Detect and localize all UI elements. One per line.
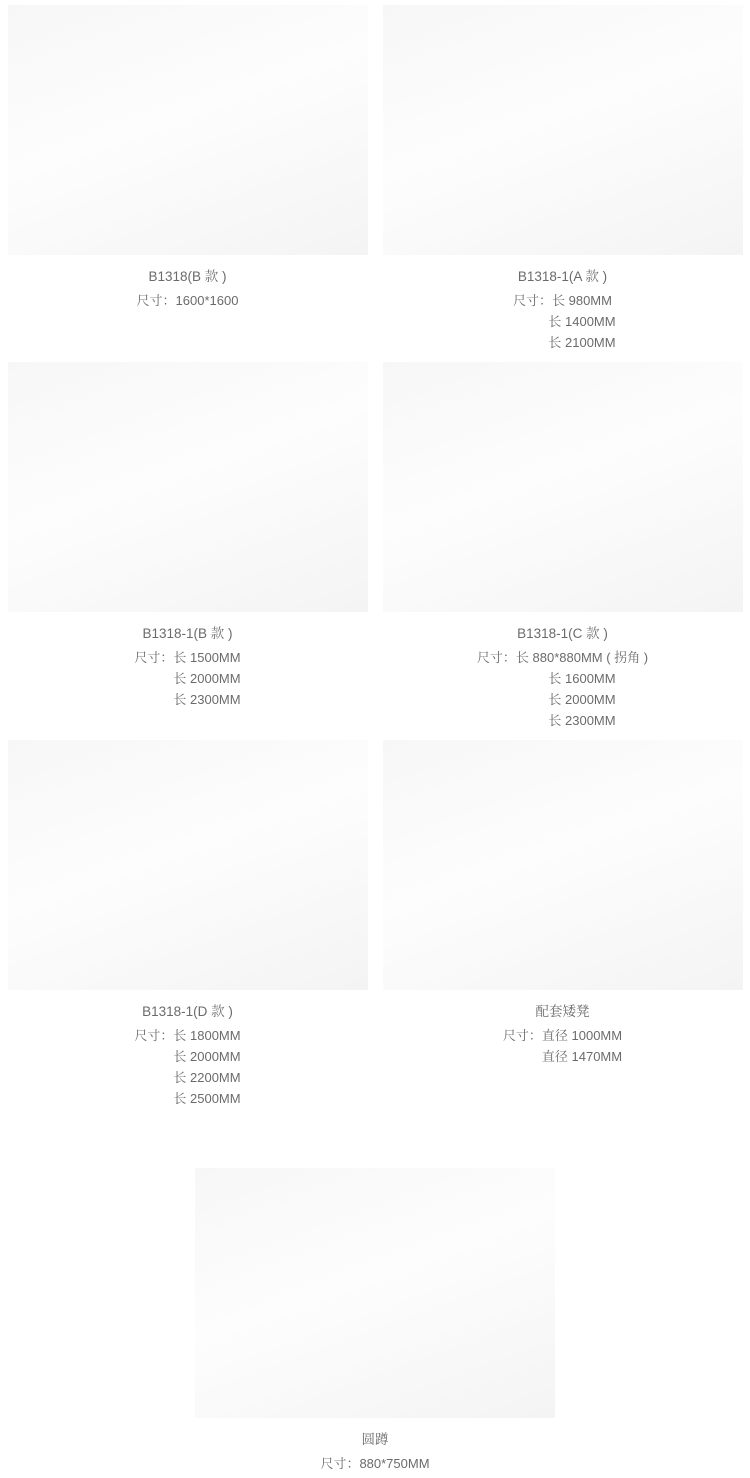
- section-spacer: [0, 1113, 750, 1163]
- product-image-b1318-1-d: [0, 735, 375, 995]
- product-spec-line: 长 2300MM: [509, 713, 616, 728]
- product-spec-line: 长 1400MM: [509, 314, 616, 329]
- product-image-b1318-1-a: [375, 0, 750, 260]
- product-spec-line: 尺寸：直径 1000MM: [502, 1028, 623, 1043]
- product-spec-line: 尺寸：长 1500MM: [134, 650, 241, 665]
- product-spec-line: 长 2200MM: [134, 1070, 241, 1085]
- product-spec-line: 尺寸：1600*1600: [136, 293, 239, 308]
- product-caption-b1318-1-d: [134, 995, 240, 1113]
- product-spec-line: 长 2100MM: [509, 335, 616, 350]
- product-title: B1318-1(C 款 ): [517, 626, 608, 641]
- product-spec-line: 直径 1470MM: [502, 1049, 623, 1064]
- product-spec-line: 长 2000MM: [134, 1049, 241, 1064]
- product-image-round-dun: [0, 1163, 750, 1423]
- product-caption-round-dun: [320, 1423, 429, 1478]
- product-spec-line: 长 1600MM: [509, 671, 616, 686]
- product-image-b1318-b: [0, 0, 375, 260]
- product-spec-line: 尺寸：长 1800MM: [134, 1028, 241, 1043]
- product-cell-b1318-1-c: [375, 357, 750, 735]
- product-caption-b1318-1-c: [477, 617, 648, 735]
- product-title: 圆蹲: [361, 1432, 389, 1447]
- product-title: B1318-1(B 款 ): [142, 626, 233, 641]
- product-caption-b1318-1-b: [134, 617, 240, 714]
- product-title: B1318-1(A 款 ): [517, 269, 608, 284]
- product-spec-line: 长 2000MM: [134, 671, 241, 686]
- product-image-round-stool: [375, 735, 750, 995]
- product-spec-line: 尺寸：长 880*880MM ( 拐角 ): [476, 650, 649, 665]
- product-cell-round-dun: [0, 1163, 750, 1478]
- product-spec-line: 长 2500MM: [134, 1091, 241, 1106]
- product-title: 配套矮凳: [535, 1004, 590, 1019]
- product-image-b1318-1-b: [0, 357, 375, 617]
- product-spec-line: 长 2300MM: [134, 692, 241, 707]
- product-cell-b1318-1-a: [375, 0, 750, 357]
- product-cell-b1318-b: [0, 0, 375, 357]
- product-image-b1318-1-c: [375, 357, 750, 617]
- product-spec-line: 尺寸：长 980MM: [513, 293, 612, 308]
- product-cell-b1318-1-d: [0, 735, 375, 1113]
- product-caption-b1318-b: [137, 260, 239, 315]
- product-spec-line: 长 2000MM: [509, 692, 616, 707]
- product-cell-round-stool: [375, 735, 750, 1113]
- product-title: B1318-1(D 款 ): [142, 1004, 233, 1019]
- product-title: B1318(B 款 ): [148, 269, 227, 284]
- product-cell-b1318-1-b: [0, 357, 375, 735]
- product-spec-line: 尺寸：880*750MM: [320, 1456, 430, 1471]
- product-caption-b1318-1-a: [509, 260, 615, 357]
- product-caption-round-stool: [503, 995, 622, 1071]
